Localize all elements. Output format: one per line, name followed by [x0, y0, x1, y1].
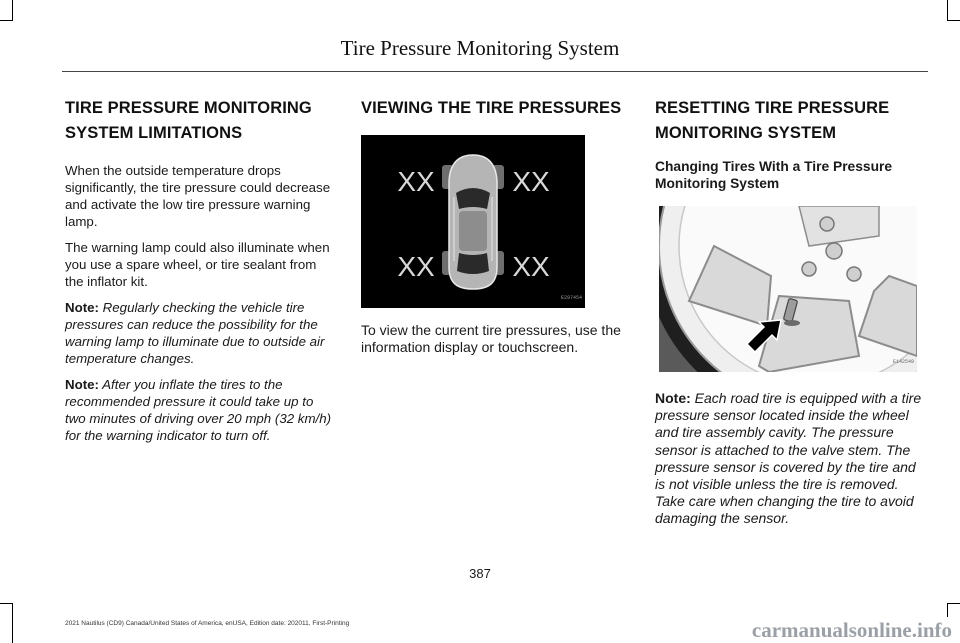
note-label: Note:	[65, 300, 99, 315]
heading-line-1: TIRE PRESSURE MONITORING	[65, 99, 312, 117]
figure-label: E142549	[892, 359, 914, 365]
section-heading-viewing: VIEWING THE TIRE PRESSURES	[361, 99, 622, 117]
car-top-view-icon	[442, 155, 504, 289]
heading-line-2: SYSTEM LIMITATIONS	[65, 124, 243, 142]
note-text: Regularly checking the vehicle tire pressures can reduce the possibility for the warning lamp to illuminate due to outside air temperature changes.	[65, 300, 325, 366]
column-resetting	[655, 96, 927, 537]
tire-value-rear-right: XX	[512, 251, 550, 282]
paragraph-spare-wheel: The warning lamp could also illuminate when you use a spare wheel, or tire sealant from the inflator kit.	[65, 240, 330, 289]
crop-mark-bottom-right-h	[947, 603, 960, 604]
tire-value-front-right: XX	[512, 166, 550, 197]
heading-line-1: RESETTING TIRE PRESSURE	[655, 99, 890, 117]
heading-line-2: MONITORING SYSTEM	[655, 124, 837, 142]
note-checking-pressures	[65, 299, 337, 367]
tire-value-rear-left: XX	[397, 251, 435, 282]
crop-mark-bottom-left-h	[0, 603, 13, 604]
note-label: Note:	[65, 377, 99, 392]
crop-mark-bottom-left-v	[12, 603, 13, 643]
tire-pressure-display-figure	[361, 135, 585, 308]
note-tire-sensor	[655, 390, 927, 528]
tire-display-graphic	[361, 135, 585, 308]
page-number: 387	[469, 566, 491, 581]
column-viewing	[361, 96, 633, 365]
footer-edition: 2021 Nautilus (CD9) Canada/United States of America, enUSA, Edition date: 202011, First-Printing	[65, 620, 350, 627]
subheading-changing-tires: Changing Tires With a Tire Pressure Monitoring System	[655, 159, 893, 191]
crop-mark-top-left-v	[12, 0, 13, 20]
header-rule	[62, 71, 928, 72]
tire-value-front-left: XX	[397, 166, 435, 197]
note-text: Each road tire is equipped with a tire pressure sensor located inside the wheel and tire assembly cavity. The pressure sensor is attached to the valve stem. The pressure sensor is covered by the tire and is not visible unless the tire is removed. Take care when changing the tire to avoid damaging the sensor.	[655, 390, 922, 527]
paragraph-temperature: When the outside temperature drops significantly, the tire pressure could decrease and activate the low tire pressure warning lamp.	[65, 163, 331, 229]
note-label: Note:	[655, 390, 691, 406]
crop-mark-bottom-right-v	[947, 603, 948, 617]
crop-mark-top-right-v	[947, 0, 948, 20]
column-limitations	[65, 96, 337, 453]
page-header-title: Tire Pressure Monitoring System	[340, 36, 620, 60]
paragraph-view-pressures: To view the current tire pressures, use the information display or touchscreen.	[361, 322, 621, 355]
watermark: carmanualsonline.info	[751, 618, 952, 642]
wheel-valve-stem-figure	[659, 206, 917, 372]
section-heading-limitations	[65, 96, 337, 146]
figure-label: E297454	[560, 295, 582, 301]
note-text: After you inflate the tires to the recommended pressure it could take up to two minutes of driving over 20 mph (32 km/h) for the warning indicator to turn off.	[65, 377, 332, 443]
note-inflate-tires	[65, 376, 337, 444]
crop-mark-top-right-h	[947, 20, 960, 21]
crop-mark-top-left-h	[0, 20, 13, 21]
wheel-graphic	[659, 206, 917, 372]
section-heading-resetting	[655, 96, 927, 146]
